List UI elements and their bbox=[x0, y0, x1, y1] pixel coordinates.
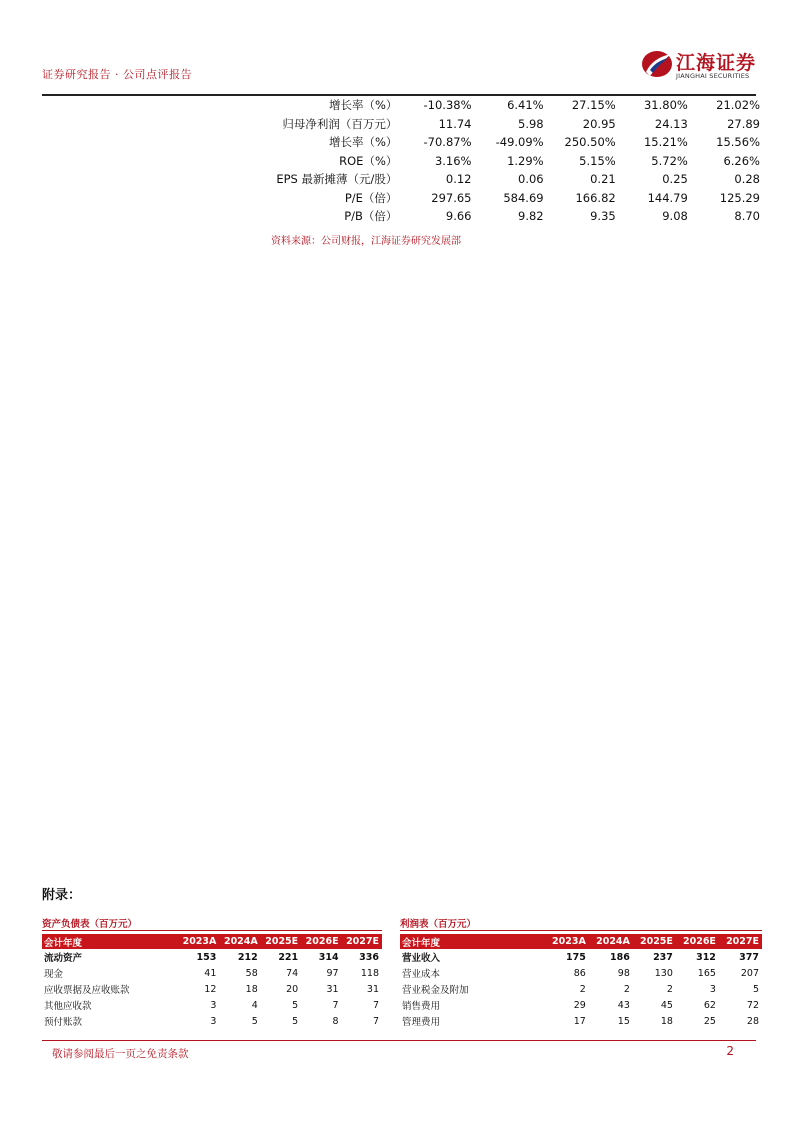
metric-value: 21.02% bbox=[716, 98, 760, 113]
metric-value: 20.95 bbox=[582, 116, 616, 131]
metric-value: 297.65 bbox=[431, 190, 472, 205]
income-statement-header-row bbox=[400, 934, 762, 949]
income-statement-cell: 237 bbox=[653, 951, 673, 963]
balance-sheet-cell: 97 bbox=[326, 967, 339, 979]
income-statement-cell: 28 bbox=[746, 1015, 759, 1027]
balance-sheet-row bbox=[42, 1013, 382, 1029]
jianghai-logo-icon bbox=[640, 46, 674, 80]
page-header bbox=[42, 52, 757, 95]
metric-value: 27.15% bbox=[571, 98, 616, 113]
metric-label: EPS 最新摊薄（元/股） bbox=[276, 172, 398, 187]
metric-value: 8.70 bbox=[734, 209, 760, 224]
metric-label: ROE（%） bbox=[339, 153, 398, 168]
balance-sheet-cell: 5 bbox=[292, 999, 299, 1011]
income-statement-row-label: 营业收入 bbox=[402, 953, 441, 964]
metric-value: -70.87% bbox=[423, 135, 472, 150]
metric-value: 24.13 bbox=[654, 116, 688, 131]
income-statement-cell: 43 bbox=[617, 999, 630, 1011]
income-statement-row-label: 管理费用 bbox=[402, 1017, 441, 1028]
metric-value: 9.82 bbox=[518, 209, 544, 224]
metric-label: P/E（倍） bbox=[344, 190, 398, 205]
income-statement-cell: 312 bbox=[696, 951, 716, 963]
balance-sheet-column-header: 2024A bbox=[219, 934, 260, 949]
metric-value: 15.56% bbox=[716, 135, 760, 150]
metric-value: 1.29% bbox=[507, 153, 544, 168]
metric-value: 125.29 bbox=[719, 190, 760, 205]
metric-value: 6.41% bbox=[507, 98, 544, 113]
page-number: 2 bbox=[726, 1044, 734, 1058]
balance-sheet-cell: 31 bbox=[326, 983, 339, 995]
report-type-title: 证券研究报告 · 公司点评报告 bbox=[42, 68, 192, 81]
balance-sheet-column-header: 会计年度 bbox=[42, 934, 178, 949]
balance-sheet-cell: 20 bbox=[286, 983, 299, 995]
income-statement-cell: 377 bbox=[739, 951, 759, 963]
balance-sheet-cell: 5 bbox=[292, 1015, 299, 1027]
income-statement-panel bbox=[400, 916, 762, 1029]
income-statement-row-label: 销售费用 bbox=[402, 1001, 441, 1012]
income-statement-row bbox=[400, 1013, 762, 1029]
metric-value: 144.79 bbox=[647, 190, 688, 205]
income-statement-cell: 45 bbox=[660, 999, 673, 1011]
metric-value: 584.69 bbox=[503, 190, 544, 205]
income-statement-cell: 2 bbox=[623, 983, 630, 995]
metric-value: 0.25 bbox=[662, 172, 688, 187]
footer-divider bbox=[42, 1040, 756, 1041]
income-statement-row bbox=[400, 949, 762, 965]
income-statement-cell: 207 bbox=[740, 967, 759, 979]
income-statement-cell: 18 bbox=[660, 1015, 673, 1027]
key-metrics-table bbox=[245, 96, 760, 226]
income-statement-divider bbox=[400, 930, 762, 931]
balance-sheet-cell: 336 bbox=[359, 951, 379, 963]
metric-value: 5.72% bbox=[651, 153, 688, 168]
metric-value: 11.74 bbox=[438, 116, 472, 131]
balance-sheet-cell: 153 bbox=[196, 951, 217, 963]
balance-sheet-divider bbox=[42, 930, 382, 931]
metric-value: 0.28 bbox=[734, 172, 760, 187]
balance-sheet-cell: 18 bbox=[245, 983, 258, 995]
balance-sheet-cell: 3 bbox=[210, 1015, 217, 1027]
metric-value: 3.16% bbox=[434, 153, 472, 168]
income-statement-row-label: 营业成本 bbox=[402, 969, 441, 980]
balance-sheet-row-label: 流动资产 bbox=[44, 953, 83, 964]
balance-sheet-cell: 12 bbox=[204, 983, 217, 995]
income-statement-cell: 72 bbox=[746, 999, 759, 1011]
income-statement-cell: 186 bbox=[610, 951, 630, 963]
metrics-row bbox=[245, 189, 760, 208]
income-statement-column-header: 会计年度 bbox=[400, 934, 545, 949]
metric-value: 5.15% bbox=[579, 153, 616, 168]
income-statement-column-header: 2026E bbox=[676, 934, 719, 949]
balance-sheet-row bbox=[42, 981, 382, 997]
balance-sheet-row-label: 其他应收款 bbox=[44, 1001, 92, 1012]
income-statement-row bbox=[400, 997, 762, 1013]
income-statement-column-header: 2023A bbox=[545, 934, 589, 949]
income-statement-title: 利润表（百万元） bbox=[400, 919, 477, 930]
balance-sheet-cell: 5 bbox=[251, 1015, 258, 1027]
metric-value: 0.21 bbox=[590, 172, 616, 187]
metrics-row bbox=[245, 115, 760, 134]
page-footer bbox=[42, 1040, 756, 1060]
income-statement-cell: 17 bbox=[573, 1015, 586, 1027]
metrics-row bbox=[245, 96, 760, 115]
income-statement-cell: 86 bbox=[573, 967, 586, 979]
metric-value: 9.66 bbox=[445, 209, 472, 224]
disclaimer-note: 敬请参阅最后一页之免责条款 bbox=[52, 1048, 189, 1060]
income-statement-column-header: 2024A bbox=[589, 934, 633, 949]
income-statement-cell: 130 bbox=[654, 967, 673, 979]
income-statement-cell: 165 bbox=[697, 967, 716, 979]
balance-sheet-cell: 221 bbox=[278, 951, 299, 963]
income-statement-cell: 2 bbox=[579, 983, 586, 995]
balance-sheet-title: 资产负债表（百万元） bbox=[42, 919, 138, 930]
balance-sheet-column-header: 2027E bbox=[342, 934, 382, 949]
metric-value: 27.89 bbox=[727, 116, 760, 131]
balance-sheet-header-row bbox=[42, 934, 382, 949]
metric-value: 0.06 bbox=[518, 172, 544, 187]
balance-sheet-cell: 31 bbox=[366, 983, 379, 995]
income-statement-column-header: 2025E bbox=[633, 934, 676, 949]
income-statement-cell: 25 bbox=[703, 1015, 716, 1027]
metric-value: 0.12 bbox=[445, 172, 472, 187]
company-logo bbox=[640, 46, 758, 88]
income-statement-cell: 29 bbox=[573, 999, 586, 1011]
balance-sheet-row-label: 预付账款 bbox=[44, 1017, 83, 1028]
balance-sheet-row bbox=[42, 949, 382, 965]
metric-value: 15.21% bbox=[643, 135, 688, 150]
balance-sheet-cell: 4 bbox=[251, 999, 258, 1011]
data-source-note: 资料来源：公司财报，江海证券研究发展部 bbox=[271, 236, 461, 247]
income-statement-cell: 175 bbox=[566, 951, 586, 963]
balance-sheet-cell: 314 bbox=[318, 951, 339, 963]
income-statement-row bbox=[400, 981, 762, 997]
metric-value: 250.50% bbox=[564, 135, 616, 150]
metric-value: 166.82 bbox=[575, 190, 616, 205]
balance-sheet-cell: 3 bbox=[210, 999, 217, 1011]
balance-sheet-panel bbox=[42, 916, 382, 1029]
balance-sheet-table bbox=[42, 934, 382, 1029]
balance-sheet-column-header: 2025E bbox=[261, 934, 301, 949]
income-statement-row-label: 营业税金及附加 bbox=[402, 985, 469, 996]
income-statement-cell: 98 bbox=[617, 967, 630, 979]
balance-sheet-cell: 41 bbox=[204, 967, 217, 979]
income-statement-cell: 2 bbox=[666, 983, 673, 995]
balance-sheet-column-header: 2023A bbox=[178, 934, 219, 949]
balance-sheet-column-header: 2026E bbox=[301, 934, 341, 949]
metrics-row bbox=[245, 170, 760, 189]
metric-value: 9.35 bbox=[590, 209, 616, 224]
metric-value: -10.38% bbox=[423, 98, 472, 113]
metric-label: 增长率（%） bbox=[328, 98, 398, 113]
metric-value: 6.26% bbox=[723, 153, 760, 168]
income-statement-cell: 15 bbox=[617, 1015, 630, 1027]
income-statement-table bbox=[400, 934, 762, 1029]
balance-sheet-cell: 7 bbox=[332, 999, 339, 1011]
metric-value: -49.09% bbox=[495, 135, 544, 150]
balance-sheet-row bbox=[42, 997, 382, 1013]
income-statement-cell: 62 bbox=[703, 999, 716, 1011]
income-statement-row bbox=[400, 965, 762, 981]
metrics-row bbox=[245, 152, 760, 171]
metric-value: 31.80% bbox=[643, 98, 688, 113]
logo-chinese-name: 江海证券 bbox=[676, 52, 757, 74]
balance-sheet-cell: 212 bbox=[237, 951, 258, 963]
income-statement-cell: 5 bbox=[752, 983, 759, 995]
balance-sheet-cell: 7 bbox=[372, 999, 379, 1011]
metric-value: 9.08 bbox=[662, 209, 688, 224]
balance-sheet-cell: 74 bbox=[286, 967, 299, 979]
metric-label: 增长率（%） bbox=[328, 135, 398, 150]
balance-sheet-cell: 7 bbox=[372, 1015, 379, 1027]
metric-value: 5.98 bbox=[518, 116, 544, 131]
balance-sheet-cell: 8 bbox=[332, 1015, 339, 1027]
metrics-row bbox=[245, 207, 760, 226]
metric-label: P/B（倍） bbox=[344, 209, 398, 224]
income-statement-cell: 3 bbox=[709, 983, 716, 995]
balance-sheet-cell: 118 bbox=[360, 967, 379, 979]
balance-sheet-row-label: 现金 bbox=[44, 969, 64, 980]
metrics-row bbox=[245, 133, 760, 152]
logo-english-name: JIANGHAI SECURITIES bbox=[676, 72, 750, 80]
balance-sheet-row bbox=[42, 965, 382, 981]
metric-label: 归母净利润（百万元） bbox=[282, 116, 398, 131]
balance-sheet-cell: 58 bbox=[245, 967, 258, 979]
balance-sheet-row-label: 应收票据及应收账款 bbox=[44, 985, 130, 996]
appendix-title: 附录： bbox=[42, 888, 82, 903]
income-statement-column-header: 2027E bbox=[719, 934, 762, 949]
